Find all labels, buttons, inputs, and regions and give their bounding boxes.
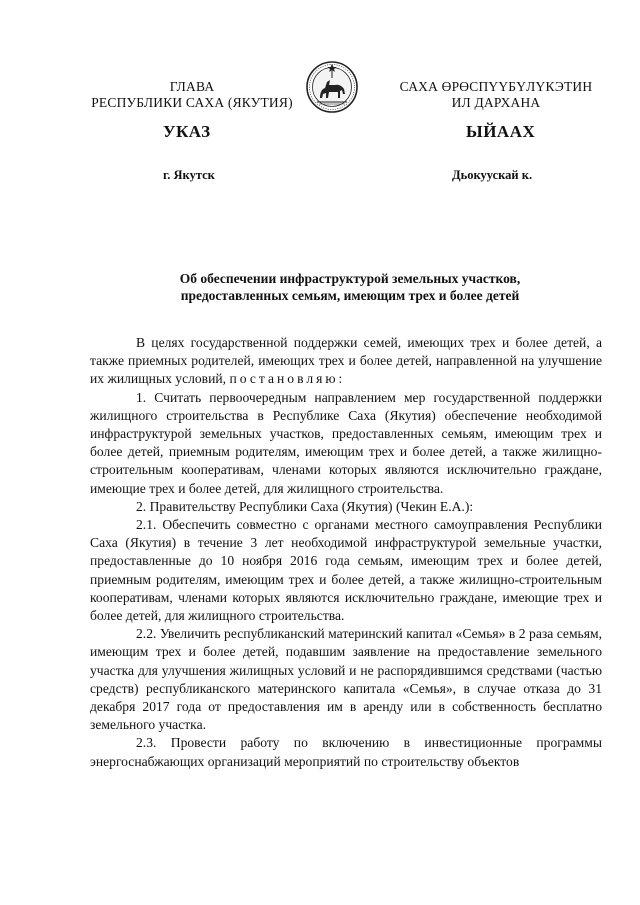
decree-subject <box>100 270 600 304</box>
header-right <box>384 79 608 111</box>
intro-text: В целях государственной поддержки семей, имеющих трех и более детей, а также приемных родителей, имеющих трех и более детей, направленной на улучшение их жилищных условий, <box>90 335 602 387</box>
paragraph-2-2: 2.2. Увеличить республиканский материнский капитал «Семья» в 2 раза семьям, имеющим трех и более детей, подавшим заявление на предоставление земельного участка для улучшения жилищных условий и не распорядившимся средствами (частью средств) республиканского материнского капитала «Семья», в случае отказа до 31 декабря 2017 года от предоставления им в аренду или в собственность бесплатно земельного участка. <box>90 626 602 733</box>
paragraph-2: 2. Правительству Республики Саха (Якутия) (Чекин Е.А.): <box>136 498 474 514</box>
coat-of-arms-emblem <box>305 58 359 116</box>
intro-resolve-word: постановляю <box>229 371 339 387</box>
header-right-line1: САХА ӨРӨСПҮҮБҮЛҮКЭТИН <box>399 79 593 94</box>
city-left: г. Якутск <box>163 168 215 182</box>
header-right-line2: ИЛ ДАРХАНА <box>451 95 541 110</box>
intro-colon: : <box>338 371 343 387</box>
document-type-right: ЫЙААХ <box>466 122 536 141</box>
header-left-line1: ГЛАВА <box>169 79 215 94</box>
intro-paragraph <box>90 334 602 389</box>
header-left <box>80 79 304 111</box>
subject-line1: Об обеспечении инфраструктурой земельных участков, <box>179 271 521 286</box>
document-type-left: УКАЗ <box>163 122 211 141</box>
header-left-line2: РЕСПУБЛИКИ САХА (ЯКУТИЯ) <box>91 95 293 110</box>
decree-body <box>90 334 602 771</box>
paragraph-1: 1. Считать первоочередным направлением мер государственной поддержки жилищного строительства в Республике Саха (Якутия) обеспечение необходимой инфраструктурой земельных участков, предоставленных семьям, имеющим трех и более детей, приемным родителям, имеющим трех и более детей, а также жилищно-строительным кооперативам, членами которых являются исключительно граждане, имеющие трех и более детей, для жилищного строительства. <box>90 389 602 496</box>
city-right: Дьокуускай к. <box>452 168 533 182</box>
paragraph-2-3: 2.3. Провести работу по включению в инвестиционные программы энергоснабжающих организаций мероприятий по строительству объектов <box>90 735 602 769</box>
paragraph-2-1: 2.1. Обеспечить совместно с органами местного самоуправления Республики Саха (Якутия) в течение 3 лет необходимой инфраструктурой земельные участки, предоставленные до 10 ноября 2016 года семьям, имеющим трех и более детей, приемным родителям, имеющим трех и более детей, а также жилищно-строительным кооперативам, членами которых являются исключительно граждане, имеющие трех и более детей, для жилищного строительства. <box>90 517 602 624</box>
subject-line2: предоставленных семьям, имеющим трех и более детей <box>180 288 520 303</box>
